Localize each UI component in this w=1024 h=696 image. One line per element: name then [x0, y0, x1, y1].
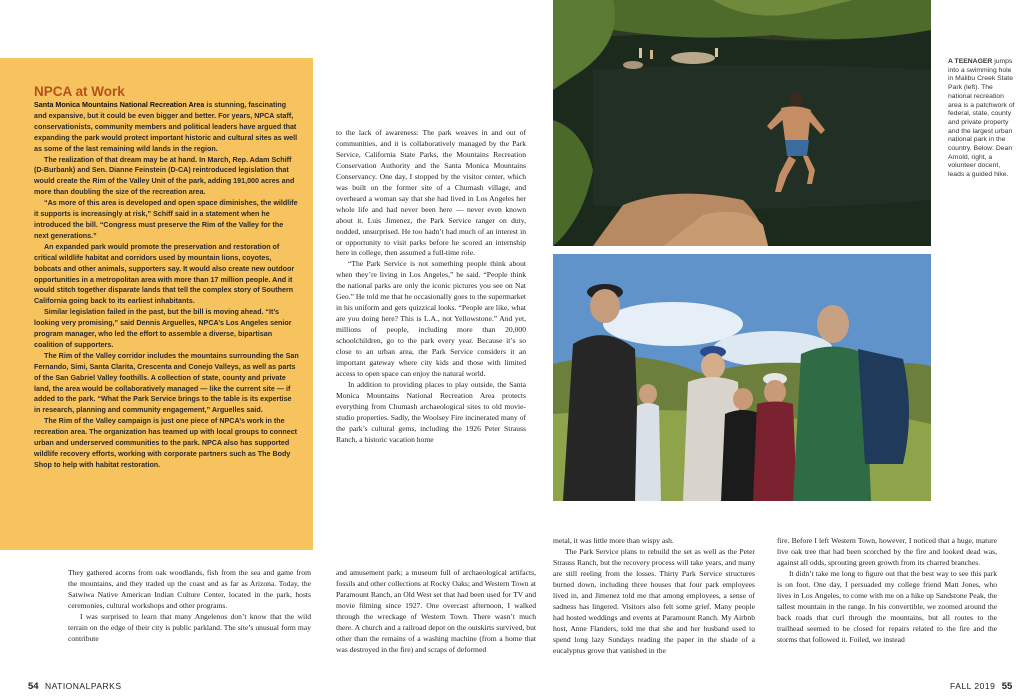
- article-paragraph: They gathered acorns from oak woodlands, fish from the sea and game from the mountains, and they traded up the coast and as far as Arizona. Today, the Satwiwa Native American Indian Culture Center, located in the park, hosts ceremonies, cultural workshops and other programs.: [68, 568, 311, 610]
- sidebar-body: [34, 100, 299, 471]
- article-column-2-bottom: [336, 568, 536, 656]
- article-paragraph: I was surprised to learn that many Angelenos don’t know that the wild terrain on the edge of their city is public parkland. The site’s unusual form may contribute: [68, 611, 311, 643]
- article-paragraph: metal, it was little more than wispy ash.: [553, 536, 674, 545]
- footer-right: [950, 681, 1012, 692]
- page-number-left: 54: [28, 681, 39, 692]
- article-paragraph: and amusement park; a museum full of archaeological artifacts, fossils and other collections at Rocky Oaks; and Western Town at Paramount Ranch, an Old West set that had been used for TV and movie filming since 1927. One overcast afternoon, I walked through the wreckage of Western Town. There wasn’t much there. A church and a railroad depot on the outskirts survived, but other than the remains of a washing machine (from a home that was destroyed in the fire) and scraps of deformed: [336, 568, 536, 654]
- sidebar-title: NPCA at Work: [34, 84, 125, 99]
- sidebar-paragraph: The Rim of the Valley campaign is just one piece of NPCA’s work in the recreation area. The organization has teamed up with local groups to connect urban and underserved communities to the park. NPCA also has supported wildlife recovery efforts, working with corporate partners such as The Body Shop to help with habitat restoration.: [34, 417, 298, 469]
- sidebar-lead: Santa Monica Mountains National Recreation Area: [34, 101, 205, 109]
- page-number-right: 55: [1001, 681, 1013, 692]
- article-column-4: [777, 536, 997, 646]
- sidebar-paragraph: The Rim of the Valley corridor includes the mountains surrounding the San Fernando, Simi, Santa Clarita, Crescenta and Conejo Valleys, as well as parts of the San Gabriel Valley foothills. A collection of state, county and private land, the area would be collaboratively managed — like the current site — if added to the park. “What the Park Service brings to the table is its expertise in research, planning and community engagement,” Arguelles said.: [34, 351, 299, 415]
- article-paragraph: The Park Service plans to rebuild the set as well as the Peter Strauss Ranch, but the recovery process will take years, and many are still reeling from the losses. Thirty Park Service structures burned down, including three houses that four park employees lived in, and Jimenez told me that among employees, a sense of sadness has lingered. Visitors also felt some grief. Many people had hosted weddings and events at Paramount Ranch. My Airbnb host, Anne Flanders, told me that she and her husband used to spend long lazy Sundays reading the paper in the shade of a eucalyptus grove that vanished in the: [553, 546, 755, 655]
- magazine-name: NATIONALPARKS: [44, 681, 122, 691]
- photo-guided-hike: [553, 254, 931, 501]
- article-column-2: [336, 128, 526, 446]
- article-paragraph: fire. Before I left Western Town, however, I noticed that a huge, mature live oak tree that had been scorched by the fire and looked dead was, against all odds, sprouting green growth from its charred branches.: [777, 536, 997, 567]
- article-paragraph: In addition to providing places to play outside, the Santa Monica Mountains National Recreation Area protects everything from Chumash archaeological sites to old movie-studio properties. Sadly, the Woolsey Fire incinerated many of the park’s cultural gems, including the 1926 Peter Strauss Ranch, a historic vacation home: [336, 379, 526, 444]
- sidebar-paragraph: An expanded park would promote the preservation and restoration of critical wildlife habitat and corridors used by mountain lions, coyotes, bobcats and other animals, supporters say. It would also create new outdoor opportunities in a metropolitan area with more than 17 million people. And it would stitch together disparate lands that tell the complex story of Southern California going back to its earliest inhabitants.: [34, 242, 295, 306]
- article-paragraph: It didn’t take me long to figure out that the best way to see this park is on foot. One day, I persuaded my college friend Matt Jones, who lives in Los Angeles, to come with me on a hike up Sandstone Peak, the tallest mountain in the range. In his convertible, we zoomed around the back roads that curl through the mountains, but all routes to the trailhead seemed to be closed for repairs related to the fire and the storms that followed it. Foiled, we instead: [777, 568, 997, 644]
- article-column-3: [553, 536, 755, 656]
- caption-lead: A TEENAGER: [948, 58, 993, 65]
- sidebar-paragraph: “As more of this area is developed and open space diminishes, the wildlife it supports is increasingly at risk,” Schiff said in a statement when he introduced the bill. “Congress must preserve the Rim of the Valley for the next generations.”: [34, 199, 298, 240]
- sidebar-paragraph: Similar legislation failed in the past, but the bill is moving ahead. “It’s looking very promising,” said Dennis Arguelles, NPCA’s Los Angeles senior program manager, who led the effort to assemble a diverse, bipartisan coalition of supporters.: [34, 308, 292, 349]
- photo-caption: A TEENAGER jumps into a swimming hole in Malibu Creek State Park (left). The national recreation area is a patchwork of federal, state, county and private property and the largest urban national park in the country. Below: Dean Arnold, right, a volunteer docent, leads a guided hike.: [948, 58, 1015, 179]
- article-paragraph: “The Park Service is not something people think about when they’re living in Los Angeles,” he said. “People think the national parks are only the iconic pictures you see on Nat Geo.” He told me that he occasionally goes to the supermarket in his uniform and gets quizzical looks. “People are like, what are you doing here? This is L.A., not Yellowstone.” And yet, millions of people, including more than 20,000 schoolchildren, go to the park every year. Because it’s so close to an urban area, the Park Service considers it an important gateway where city kids and those with limited access to open space can enjoy the natural world.: [336, 259, 526, 378]
- sidebar-paragraph: The realization of that dream may be at hand. In March, Rep. Adam Schiff (D-Burbank) and Sen. Dianne Feinstein (D-CA) reintroduced legislation that would create the Rim of the Valley Unit of the park, adding 191,000 acres and more than doubling the size of the recreation area.: [34, 155, 295, 197]
- issue-date: FALL 2019: [950, 681, 996, 691]
- footer-left: [28, 681, 122, 692]
- article-paragraph: to the lack of awareness: The park weaves in and out of communities, and it is collaboratively managed by the Park Service, California State Parks, the Mountains Recreation Conservation Authority and the Santa Monica Mountains Conservancy. One day, I stopped by the visitor center, which was built on the former site of a Chumash village, and overheard a woman say that she had lived in Los Angeles her whole life and had never been here — never even known about it. Luis Jimenez, the Park Service ranger on duty, nodded, unsurprised. He too hadn’t had much of an interest in or opportunity to visit parks before he scored an internship here in college, then assumed a full-time role.: [336, 128, 526, 258]
- article-column-1: [68, 568, 311, 645]
- sidebar-paragraph: Santa Monica Mountains National Recreation Area is stunning, fascinating and expansive, but it could be even bigger and better. For years, NPCA staff, conservationists, community members and political leaders have argued that expanding the park would protect important historic and cultural sites as well as some of the last remaining wild lands in the region.: [34, 101, 298, 153]
- photo-swimming-hole: [553, 0, 931, 246]
